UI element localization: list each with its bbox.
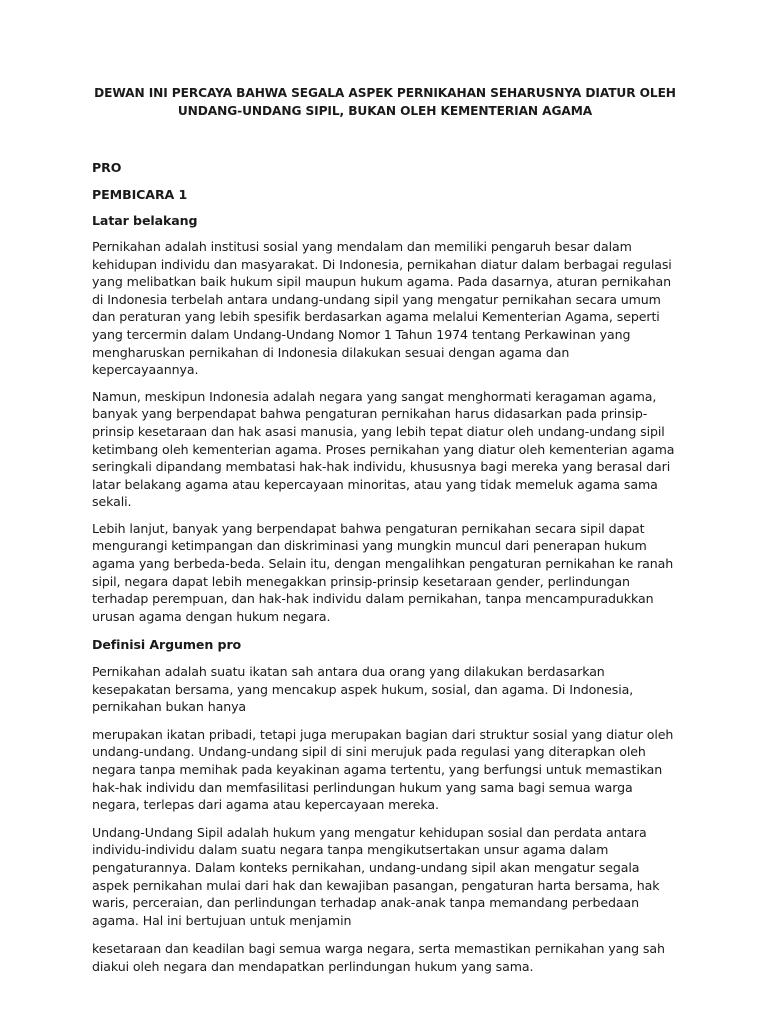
definition-paragraph: Undang-Undang Sipil adalah hukum yang mengatur kehidupan sosial dan perdata antara individu-individu dalam suatu negara tanpa mengikutsertakan unsur agama dalam pengaturannya. Dalam konteks pernikahan, undang-undang sipil akan mengatur segala aspek pernikahan mulai dari hak dan kewajiban pasangan, pengaturan harta bersama, hak waris, perceraian, dan perlindungan terhadap anak-anak tanpa memandang perbedaan agama. Hal ini bertujuan untuk menjamin	[92, 824, 660, 928]
background-paragraph: Lebih lanjut, banyak yang berpendapat bahwa pengaturan pernikahan secara sipil dapat mengurangi ketimpangan dan diskriminasi yang mungkin muncul dari penerapan hukum agama yang berbeda-beda. Selain itu, dengan mengalihkan pengaturan pernikahan ke ranah sipil, negara dapat lebih menegakkan prinsip-prinsip kesetaraan gender, perlindungan terhadap perempuan, dan hak-hak individu dalam pernikahan, tanpa mencampuradukkan urusan agama dengan hukum negara.	[92, 520, 674, 624]
side-label: PRO	[92, 160, 122, 176]
section-heading-background: Latar belakang	[92, 213, 198, 229]
definition-paragraph: Pernikahan adalah suatu ikatan sah antara dua orang yang dilakukan berdasarkan kesepakatan bersama, yang mencakup aspek hukum, sosial, dan agama. Di Indonesia, pernikahan bukan hanya	[92, 664, 634, 715]
definition-paragraph: merupakan ikatan pribadi, tetapi juga merupakan bagian dari struktur sosial yang diatur oleh undang-undang. Undang-undang sipil di sini merujuk pada regulasi yang diterapkan oleh negara tanpa memihak pada keyakinan agama tertentu, yang berfungsi untuk memastikan hak-hak individu dan memfasilitasi perlindungan hukum yang sama bagi semua warga negara, terlepas dari agama atau kepercayaan mereka.	[92, 726, 674, 813]
background-paragraph: Namun, meskipun Indonesia adalah negara yang sangat menghormati keragaman agama, banyak yang berpendapat bahwa pengaturan pernikahan harus didasarkan pada prinsip-prinsip kesetaraan dan hak asasi manusia, yang lebih tepat diatur oleh undang-undang sipil ketimbang oleh kementerian agama. Proses pernikahan yang diatur oleh kementerian agama seringkali dipandang membatasi hak-hak individu, khususnya bagi mereka yang berasal dari latar belakang agama atau kepercayaan minoritas, atau yang tidak memeluk agama sama sekali.	[92, 388, 675, 510]
definition-paragraph: kesetaraan dan keadilan bagi semua warga negara, serta memastikan pernikahan yang sah diakui oleh negara dan mendapatkan perlindungan hukum yang sama.	[92, 941, 665, 974]
document-page	[92, 85, 678, 976]
section-heading-definition: Definisi Argumen pro	[92, 637, 242, 653]
background-paragraph: Pernikahan adalah institusi sosial yang mendalam dan memiliki pengaruh besar dalam kehidupan individu dan masyarakat. Di Indonesia, pernikahan diatur dalam berbagai regulasi yang melibatkan baik hukum sipil maupun hukum agama. Pada dasarnya, aturan pernikahan di Indonesia terbelah antara undang-undang sipil yang mengatur pernikahan secara umum dan peraturan yang lebih spesifik berdasarkan agama melalui Kementerian Agama, seperti yang tercermin dalam Undang-Undang Nomor 1 Tahun 1974 tentang Perkawinan yang mengharuskan pernikahan di Indonesia dilakukan sesuai dengan agama dan kepercayaannya.	[92, 238, 672, 378]
document-title: DEWAN INI PERCAYA BAHWA SEGALA ASPEK PERNIKAHAN SEHARUSNYA DIATUR OLEH UNDANG-UNDANG SIPIL, BUKAN OLEH KEMENTERIAN AGAMA	[94, 86, 676, 118]
speaker-label: PEMBICARA 1	[92, 186, 188, 202]
